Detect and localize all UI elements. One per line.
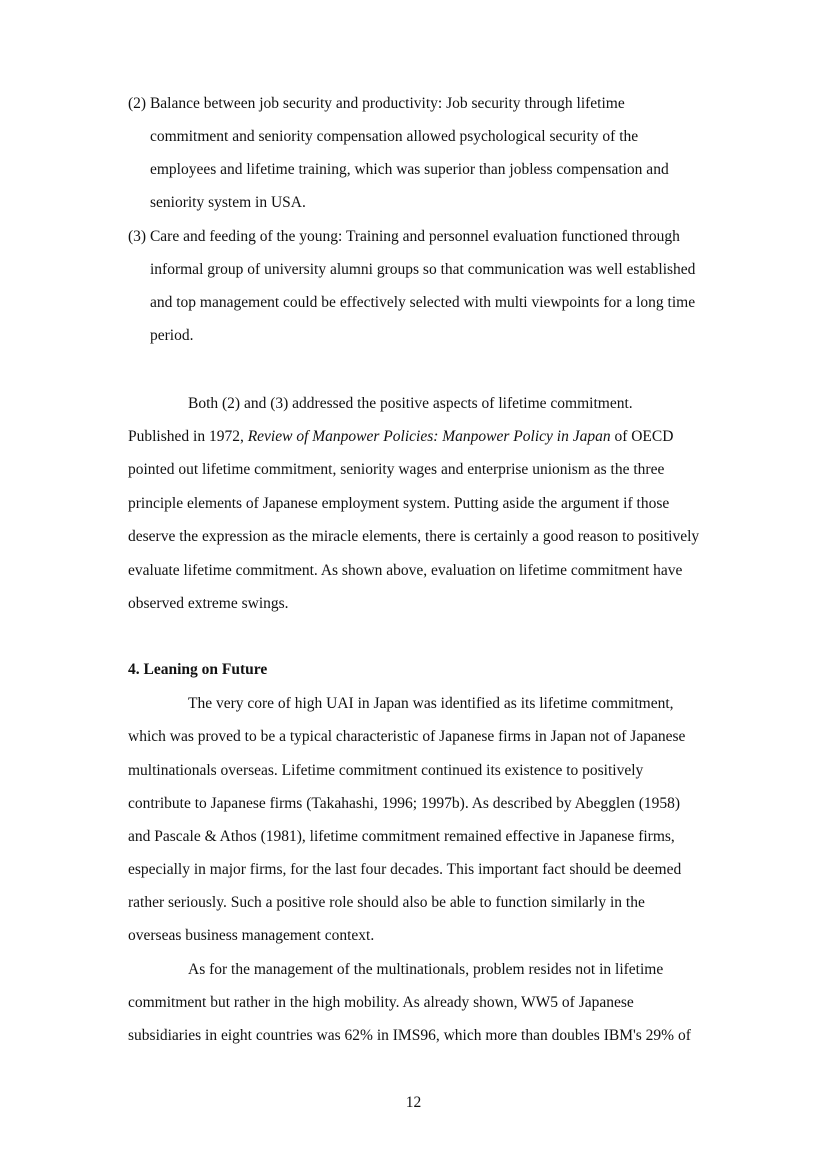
- paragraph-line: Both (2) and (3) addressed the positive aspects of lifetime commitment.: [188, 395, 633, 412]
- paragraph-line: observed extreme swings.: [128, 595, 289, 612]
- list-item-3-line: (3) Care and feeding of the young: Training and personnel evaluation functioned through: [128, 228, 680, 245]
- list-item-2-line: (2) Balance between job security and productivity: Job security through lifetime: [128, 95, 625, 112]
- paragraph-line: commitment but rather in the high mobility. As already shown, WW5 of Japanese: [128, 994, 634, 1011]
- paragraph-line: As for the management of the multinationals, problem resides not in lifetime: [188, 961, 664, 978]
- paragraph-line: which was proved to be a typical characteristic of Japanese firms in Japan not of Japanese: [128, 728, 686, 745]
- paragraph-line: especially in major firms, for the last four decades. This important fact should be deemed: [128, 861, 682, 878]
- paragraph-line: The very core of high UAI in Japan was identified as its lifetime commitment,: [188, 695, 674, 712]
- section-heading: 4. Leaning on Future: [128, 661, 268, 678]
- paragraph-line: overseas business management context.: [128, 927, 375, 944]
- list-item-3-line: period.: [150, 327, 194, 344]
- paragraph-line: pointed out lifetime commitment, seniority wages and enterprise unionism as the three: [128, 461, 665, 478]
- paragraph-line: subsidiaries in eight countries was 62% in IMS96, which more than doubles IBM's 29% of: [128, 1027, 691, 1044]
- report-title: Review of Manpower Policies: Manpower Policy in Japan: [247, 428, 611, 445]
- paragraph-line: rather seriously. Such a positive role should also be able to function similarly in the: [128, 894, 645, 911]
- paragraph-line: deserve the expression as the miracle elements, there is certainly a good reason to positively: [128, 528, 700, 545]
- paragraph-line: evaluate lifetime commitment. As shown above, evaluation on lifetime commitment have: [128, 562, 683, 579]
- text-span: of OECD: [610, 428, 674, 445]
- list-item-3-line: informal group of university alumni groups so that communication was well established: [150, 261, 696, 278]
- paragraph-line: and Pascale & Athos (1981), lifetime commitment remained effective in Japanese firms,: [128, 828, 675, 845]
- list-item-2-line: seniority system in USA.: [150, 194, 306, 211]
- list-item-2-line: commitment and seniority compensation allowed psychological security of the: [150, 128, 639, 145]
- list-item-2-line: employees and lifetime training, which was superior than jobless compensation and: [150, 161, 669, 178]
- paragraph-line: principle elements of Japanese employment system. Putting aside the argument if those: [128, 495, 670, 512]
- paragraph-line: multinationals overseas. Lifetime commitment continued its existence to positively: [128, 762, 644, 779]
- paragraph-line: contribute to Japanese firms (Takahashi, 1996; 1997b). As described by Abegglen (1958): [128, 795, 681, 812]
- page-number: 12: [405, 1094, 422, 1111]
- paragraph-line: [128, 427, 673, 447]
- list-item-3-line: and top management could be effectively selected with multi viewpoints for a long time: [150, 294, 696, 311]
- text-span: Published in 1972,: [128, 428, 248, 445]
